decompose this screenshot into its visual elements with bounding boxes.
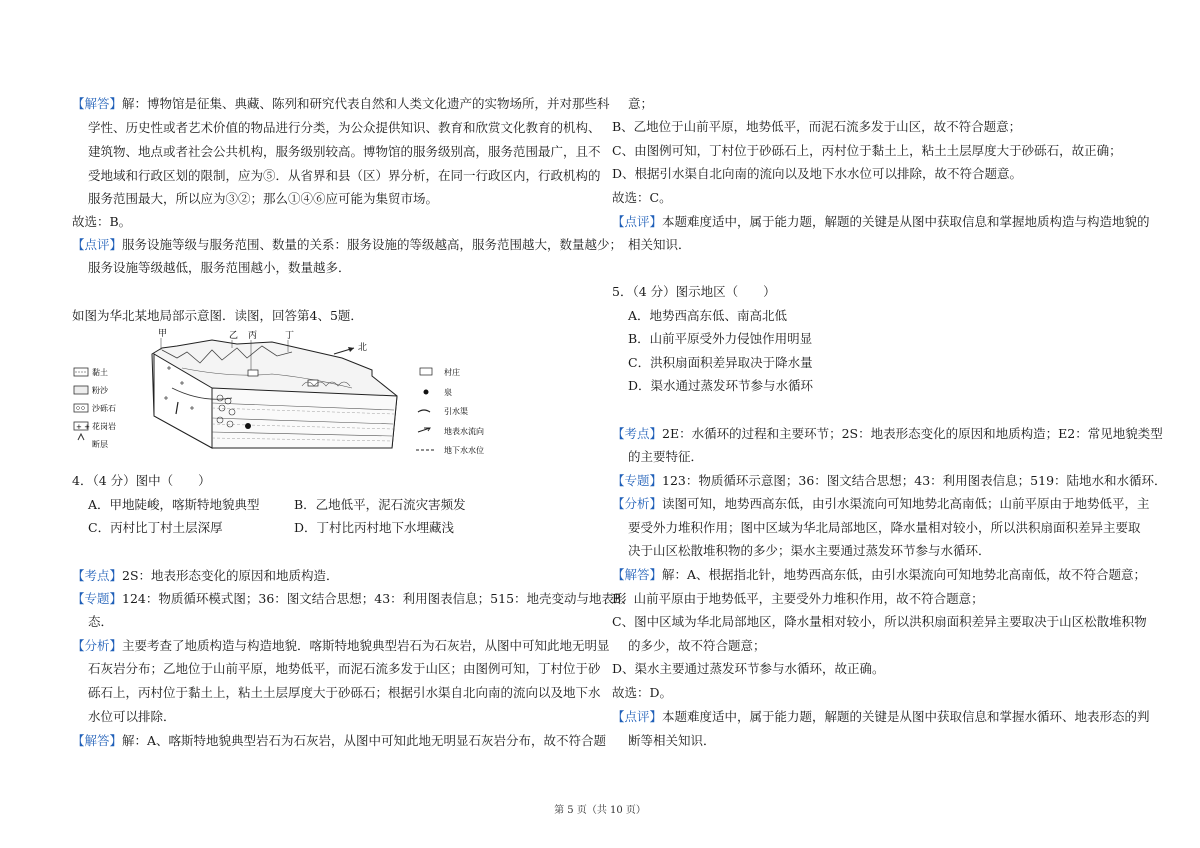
q3-jieda-line-4: 受地域和行政区划的限制，应为⑤．从省界和县（区）界分析，在同一行政区内，行政机构的 bbox=[88, 168, 601, 183]
q4-zhuanti-line-2: 态． bbox=[88, 614, 114, 629]
q5-fenxi-line-2: 要受外力堆积作用；图中区域为华北局部地区，降水量相对较小，所以洪积扇面积差异主要取 bbox=[628, 520, 1141, 535]
legend-right bbox=[416, 367, 484, 455]
q5-option-c: C．洪积扇面积差异取决于降水量 bbox=[628, 355, 813, 370]
q5-jieda-line-1: 【解答】解：A、根据指北针，地势西高东低，由引水渠流向可知地势北高南低，故不符合题意； bbox=[612, 567, 1147, 582]
q4-cont-line-2: B、乙地位于山前平原，地势低平，而泥石流多发于山区，故不符合题意； bbox=[612, 119, 1022, 134]
q5-cont-line-2: C、图中区域为华北局部地区，降水量相对较小，所以洪积扇面积差异主要取决于山区松散堆积物 bbox=[612, 614, 1147, 629]
village-legend-icon bbox=[420, 368, 432, 375]
jieda-tag: 【解答】 bbox=[72, 733, 123, 748]
q5-option-d: D．渠水通过蒸发环节参与水循环 bbox=[628, 378, 814, 393]
silt-swatch-icon bbox=[74, 386, 88, 394]
legend-granite-label: 花岗岩 bbox=[92, 422, 116, 431]
page-footer: 第 5 页（共 10 页） bbox=[554, 805, 646, 816]
q4-answer: 故选：C。 bbox=[612, 190, 672, 205]
village-marker-icon bbox=[248, 370, 258, 376]
legend-left bbox=[74, 367, 116, 449]
dianping-tag: 【点评】 bbox=[612, 214, 663, 229]
q5-option-b: B．山前平原受外力侵蚀作用明显 bbox=[628, 331, 813, 346]
fault-swatch-icon bbox=[78, 434, 84, 440]
q4-kaodian: 【考点】2S：地表形态变化的原因和地质构造． bbox=[72, 568, 339, 583]
q4-cont-line-1: 意； bbox=[628, 96, 654, 111]
north-label: 北 bbox=[358, 343, 368, 353]
legend-clay-label: 黏土 bbox=[92, 368, 108, 377]
q5-zhuanti: 【专题】123：物质循环示意图；36：图文结合思想；43：利用图表信息；519：陆地水和水循环． bbox=[612, 473, 1167, 488]
q5-fenxi-line-1: 【分析】读图可知，地势西高东低，由引水渠流向可知地势北高南低；山前平原由于地势低平，主 bbox=[612, 496, 1150, 511]
intro-text: 如图为华北某地局部示意图．读图，回答第4、5题． bbox=[72, 308, 363, 323]
q5-kaodian-line-1: 【考点】2E：水循环的过程和主要环节；2S：地表形态变化的原因和地质构造；E2：常见地貌类型 bbox=[612, 426, 1163, 441]
q4-option-d: D．丁村比丙村地下水埋藏浅 bbox=[294, 520, 455, 535]
q5-cont-line-3: 的多少，故不符合题意； bbox=[628, 638, 766, 653]
q5-kaodian-line-2: 的主要特征． bbox=[628, 449, 704, 464]
legend-groundwater-label: 地下水水位 bbox=[444, 446, 484, 455]
q4-option-c: C．丙村比丁村土层深厚 bbox=[88, 520, 223, 535]
canal-legend-icon bbox=[418, 410, 430, 412]
label-ding: 丁 bbox=[285, 331, 295, 341]
q5-stem: 5．（4 分）图示地区（ ） bbox=[612, 284, 776, 299]
q5-answer: 故选：D。 bbox=[612, 685, 673, 700]
zhuanti-tag: 【专题】 bbox=[612, 473, 663, 488]
kaodian-tag: 【考点】 bbox=[72, 568, 123, 583]
spring-marker-icon bbox=[245, 423, 251, 429]
q4-jieda-line-1: 【解答】解：A、喀斯特地貌典型岩石为石灰岩，从图中可知此地无明显石灰岩分布，故不符合题 bbox=[72, 733, 607, 748]
legend-canal-label: 引水渠 bbox=[444, 407, 468, 416]
q4-fenxi-line-4: 水位可以排除． bbox=[88, 709, 176, 724]
q4-cont-line-4: D、根据引水渠自北向南的流向以及地下水水位可以排除，故不符合题意。 bbox=[612, 166, 1023, 181]
q3-jieda-line-2: 学性、历史性或者艺术价值的物品进行分类，为公众提供知识、教育和欣赏文化教育的机构、 bbox=[88, 120, 601, 135]
q4-fenxi-line-3: 砾石上，丙村位于黏土上，粘土土层厚度大于砂砾石；根据引水渠自北向南的流向以及地下水 bbox=[88, 685, 601, 700]
kaodian-tag: 【考点】 bbox=[612, 426, 663, 441]
gravel-swatch-icon bbox=[74, 404, 88, 412]
q4-zhuanti-line-1: 【专题】124：物质循环模式图；36：图文结合思想；43：利用图表信息；515：地壳变动与地表形 bbox=[72, 591, 627, 606]
q5-cont-line-4: D、渠水主要通过蒸发环节参与水循环，故正确。 bbox=[612, 661, 885, 676]
legend-spring-label: 泉 bbox=[444, 388, 452, 397]
q3-jieda-line-3: 建筑物、地点或者社会公共机构，服务级别较高。博物馆的服务级别高，服务范围最广，且不 bbox=[88, 144, 601, 159]
q3-jieda-line-5: 服务范围最大，所以应为③②；那么①④⑥应可能为集贸市场。 bbox=[88, 191, 439, 206]
q4-cont-line-3: C、由图例可知，丁村位于砂砾石上，丙村位于黏土上，粘土土层厚度大于砂砾石，故正确； bbox=[612, 143, 1122, 158]
legend-silt-label: 粉沙 bbox=[92, 386, 108, 395]
q4-fenxi-line-2: 石灰岩分布；乙地位于山前平原，地势低平，而泥石流多发于山区；由图例可知，丁村位于砂 bbox=[88, 661, 601, 676]
q3-dianping-line-1: 【点评】服务设施等级与服务范围、数量的关系：服务设施的等级越高，服务范围越大，数量越少； bbox=[72, 237, 623, 252]
fenxi-tag: 【分析】 bbox=[72, 638, 123, 653]
legend-fault-label: 断层 bbox=[92, 440, 108, 449]
jieda-tag: 【解答】 bbox=[612, 567, 663, 582]
q5-dianping-line-2: 断等相关知识． bbox=[628, 733, 716, 748]
jieda-tag: 【解答】 bbox=[72, 96, 123, 111]
flow-legend-icon bbox=[418, 428, 430, 432]
q3-answer: 故选：B。 bbox=[72, 214, 132, 229]
q5-fenxi-line-3: 决于山区松散堆积物的多少；渠水主要通过蒸发环节参与水循环． bbox=[628, 543, 991, 558]
terrain-block bbox=[152, 340, 397, 448]
q3-dianping-line-2: 服务设施等级越低，服务范围越小，数量越多． bbox=[88, 260, 351, 275]
legend-gravel-label: 沙砾石 bbox=[92, 404, 116, 413]
q4-option-a: A．甲地陡峻，喀斯特地貌典型 bbox=[88, 497, 260, 512]
legend-flow-label: 地表水流向 bbox=[444, 427, 484, 436]
q4-fenxi-line-1: 【分析】主要考查了地质构造与构造地貌．喀斯特地貌典型岩石为石灰岩，从图中可知此地无明显 bbox=[72, 638, 610, 653]
north-arrow-icon bbox=[334, 341, 367, 354]
dianping-tag: 【点评】 bbox=[72, 237, 123, 252]
q5-dianping-line-1: 【点评】本题难度适中，属于能力题，解题的关键是从图中获取信息和掌握水循环、地表形态的判 bbox=[612, 709, 1150, 724]
fenxi-tag: 【分析】 bbox=[612, 496, 663, 511]
zhuanti-tag: 【专题】 bbox=[72, 591, 123, 606]
geology-block-diagram bbox=[72, 328, 484, 468]
q4-stem: 4．（4 分）图中（ ） bbox=[72, 473, 211, 488]
q5-option-a: A．地势西高东低、南高北低 bbox=[628, 308, 788, 323]
label-yi: 乙 bbox=[229, 331, 239, 341]
svg-text:+ +: + + bbox=[76, 423, 90, 431]
q5-cont-line-1: B、山前平原由于地势低平，主要受外力堆积作用，故不符合题意； bbox=[612, 591, 984, 606]
spring-legend-icon bbox=[424, 390, 429, 395]
label-jia: 甲 bbox=[158, 329, 168, 339]
q3-jieda-line-1: 【解答】解：博物馆是征集、典藏、陈列和研究代表自然和人类文化遗产的实物场所，并对那些科 bbox=[72, 96, 610, 111]
dianping-tag: 【点评】 bbox=[612, 709, 663, 724]
legend-village-label: 村庄 bbox=[444, 368, 460, 377]
q4-option-b: B．乙地低平，泥石流灾害频发 bbox=[294, 497, 466, 512]
q4-dianping-line-1: 【点评】本题难度适中，属于能力题，解题的关键是从图中获取信息和掌握地质构造与构造地貌的 bbox=[612, 214, 1150, 229]
label-bing: 丙 bbox=[248, 331, 258, 341]
q4-dianping-line-2: 相关知识． bbox=[628, 237, 691, 252]
